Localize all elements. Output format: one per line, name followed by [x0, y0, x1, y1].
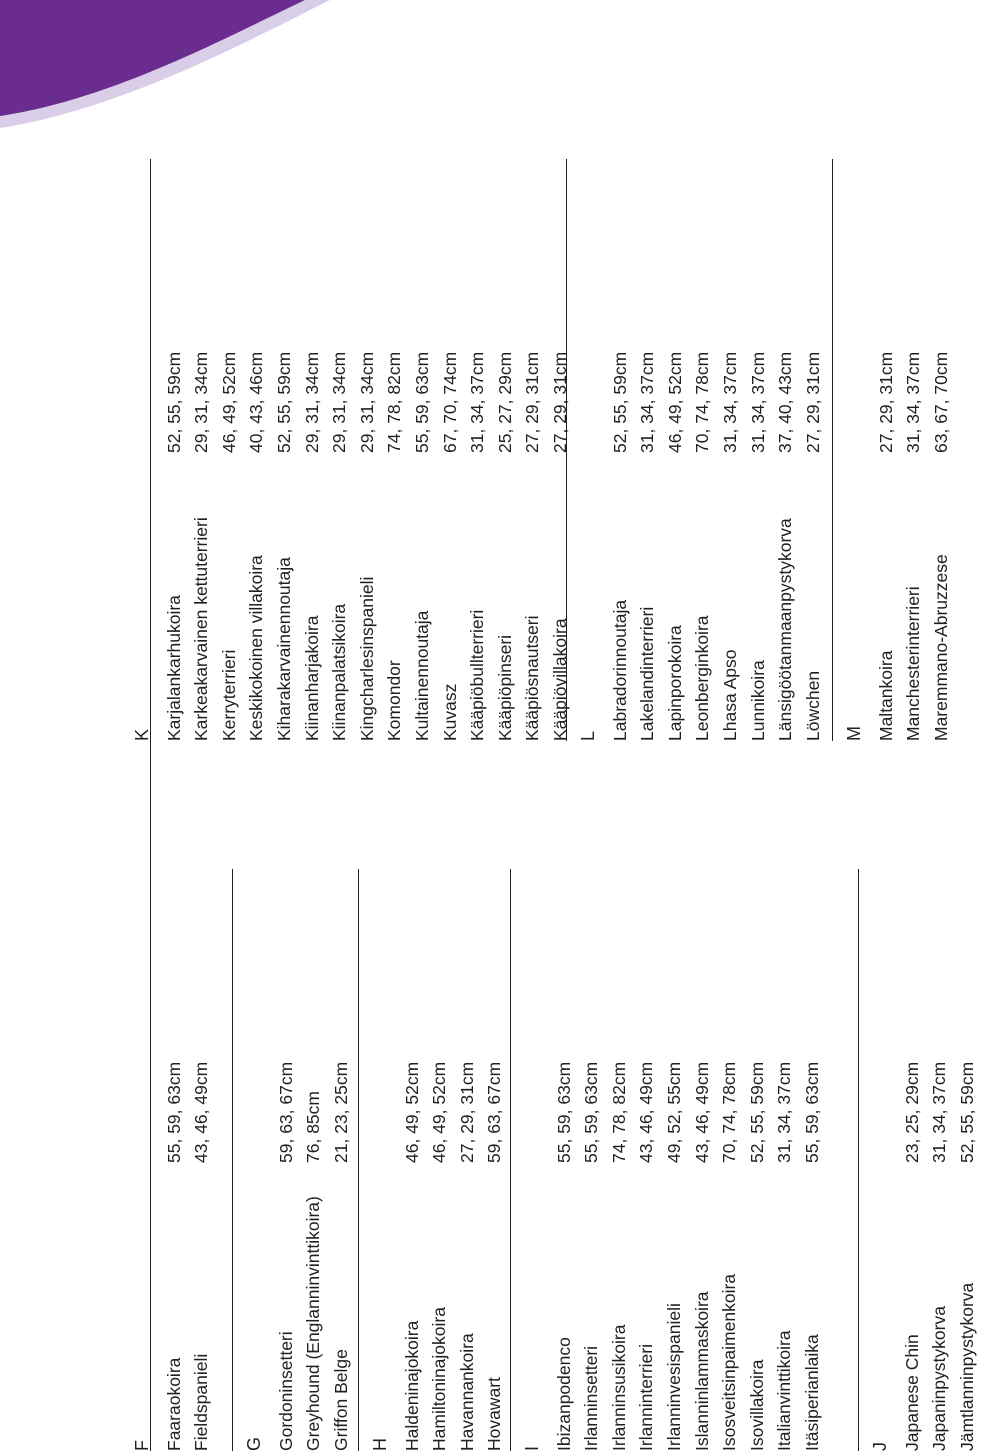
breed-row — [771, 41, 799, 741]
section-letter-text: H — [370, 1438, 390, 1451]
breed-sizes: 74, 78, 82cm — [608, 1061, 629, 1163]
breed-row — [299, 751, 327, 1451]
breed-sizes: 52, 55, 59cm — [609, 351, 630, 453]
breed-name: Griffon Belge — [330, 1349, 351, 1451]
breed-row — [270, 41, 298, 741]
breed-row — [436, 41, 464, 741]
left-column — [0, 751, 977, 1451]
breed-name: Fieldspanieli — [191, 1353, 212, 1451]
breed-row — [743, 751, 771, 1451]
breed-row — [899, 41, 927, 741]
breed-name: Kääpiöpinseri — [494, 634, 515, 741]
breed-name: Hamiltoninajokoira — [429, 1307, 450, 1451]
breed-sizes: 25, 27, 29cm — [494, 351, 515, 453]
breed-sizes: 29, 31, 34cm — [301, 351, 322, 453]
section-letter — [366, 751, 394, 1451]
breed-name: Irlanninvesispanieli — [664, 1303, 684, 1451]
breed-row — [298, 41, 326, 741]
section-letter — [866, 751, 894, 1451]
breed-name: Greyhound (Englanninvinttikoira) — [303, 1196, 324, 1451]
section-letter — [840, 41, 868, 741]
breed-name: Isovillakoira — [746, 1359, 767, 1451]
breed-row — [187, 751, 215, 1451]
breed-sizes: 37, 40, 43cm — [775, 351, 796, 453]
breed-name: Jämtlanninpystykorva — [956, 1282, 977, 1451]
section-letter-text: L — [578, 730, 598, 741]
section-letter-text: G — [244, 1436, 264, 1451]
breed-sizes: 49, 52, 55cm — [664, 1061, 684, 1163]
section-letter — [518, 751, 546, 1451]
breed-sizes: 31, 34, 37cm — [903, 351, 924, 453]
breed-sizes: 52, 55, 59cm — [746, 1061, 767, 1163]
breed-sizes: 27, 29, 31cm — [802, 351, 823, 453]
breed-row — [632, 751, 660, 1451]
breed-name: Kingcharlesinspanieli — [356, 576, 377, 741]
breed-row — [187, 41, 215, 741]
breed-name: Karkeakarvainen kettuterrieri — [191, 517, 212, 741]
breed-sizes: 31, 34, 37cm — [774, 1061, 795, 1163]
breed-sizes: 27, 29, 31cm — [522, 351, 543, 453]
breed-row — [799, 41, 827, 741]
section-rule — [858, 869, 859, 1451]
breed-name: Leonberginkoira — [692, 615, 713, 741]
breed-sizes: 70, 74, 78cm — [719, 1061, 740, 1163]
breed-sizes: 74, 78, 82cm — [384, 351, 405, 453]
right-column — [0, 41, 960, 741]
breed-row — [798, 751, 826, 1451]
breed-sizes: 43, 46, 49cm — [691, 1061, 712, 1163]
breed-row — [425, 751, 453, 1451]
breed-name: Manchesterinterrieri — [903, 586, 924, 741]
breed-name: Kääpiövillakoira — [550, 618, 570, 741]
breed-name: Lapinporokoira — [664, 625, 685, 741]
breed-sizes: 31, 34, 37cm — [747, 351, 768, 453]
breed-sizes: 55, 59, 63cm — [553, 1061, 574, 1163]
breed-sizes: 59, 63, 67cm — [275, 1061, 296, 1163]
breed-name: Irlanninsusikoira — [608, 1324, 629, 1451]
breed-sizes: 21, 23, 25cm — [330, 1061, 351, 1163]
breed-sizes: 29, 31, 34cm — [329, 351, 350, 453]
breed-row — [606, 41, 634, 741]
breed-sizes: 63, 67, 70cm — [930, 351, 951, 453]
breed-row — [398, 751, 426, 1451]
breed-row — [463, 41, 491, 741]
breed-sizes: 76, 85cm — [303, 1091, 324, 1163]
breed-row — [770, 751, 798, 1451]
section-rule — [832, 159, 833, 741]
breed-name: Maltankoira — [875, 650, 896, 741]
breed-sizes: 52, 55, 59cm — [274, 351, 294, 453]
breed-sizes: 31, 34, 37cm — [637, 351, 658, 453]
breed-row — [744, 41, 772, 741]
section-letter — [240, 751, 268, 1451]
breed-sizes: 46, 49, 52cm — [664, 351, 685, 453]
breed-sizes: 46, 49, 52cm — [429, 1061, 450, 1163]
section-letter — [128, 751, 156, 1451]
section-letter-text: I — [522, 1445, 542, 1451]
breed-name: Länsigöötanmaanpystykorva — [775, 518, 796, 741]
breed-row — [215, 41, 243, 741]
breed-sizes: 52, 55, 59cm — [163, 351, 184, 453]
section-rule — [358, 869, 359, 1451]
breed-row — [953, 751, 981, 1451]
breed-sizes: 55, 59, 63cm — [412, 351, 432, 453]
breed-row — [453, 751, 481, 1451]
breed-row — [605, 751, 633, 1451]
breed-name: Kiharakarvainennoutaja — [274, 557, 294, 741]
breed-sizes: 55, 59, 63cm — [802, 1061, 822, 1163]
breed-sizes: 55, 59, 63cm — [163, 1061, 184, 1163]
breed-row — [491, 41, 519, 741]
breed-name: Gordoninsetteri — [275, 1331, 296, 1451]
breed-sizes: 67, 70, 74cm — [439, 351, 460, 453]
breed-row — [272, 751, 300, 1451]
breed-name: Labradorinnoutaja — [609, 599, 630, 741]
breed-name: Löwchen — [802, 670, 823, 741]
breed-name: Kääpiösnautseri — [522, 615, 543, 741]
breed-row — [633, 41, 661, 741]
breed-name: Faaraokoira — [163, 1357, 184, 1451]
breed-row — [480, 751, 508, 1451]
breed-row — [160, 41, 188, 741]
section-letter-text: J — [870, 1442, 890, 1451]
breed-row — [661, 41, 689, 741]
breed-row — [327, 751, 355, 1451]
breed-row — [872, 41, 900, 741]
section-rule — [510, 869, 511, 1451]
breed-row — [325, 41, 353, 741]
breed-row — [660, 751, 688, 1451]
breed-sizes: 27, 29, 31cm — [456, 1061, 477, 1163]
section-letter-text: M — [844, 726, 864, 741]
breed-name: Kiinanpalatsikoira — [329, 603, 350, 741]
breed-name: Italianvinttikoira — [774, 1330, 795, 1451]
breed-row — [688, 751, 716, 1451]
breed-name: Maremmano-Abruzzese — [930, 554, 951, 741]
breed-sizes: 31, 34, 37cm — [720, 351, 740, 453]
breed-sizes: 70, 74, 78cm — [692, 351, 713, 453]
breed-name: Japanese Chin — [901, 1334, 922, 1451]
section-letter — [574, 41, 602, 741]
breed-name: Karjalankarhukoira — [163, 595, 184, 741]
breed-name: Japaninpystykorva — [929, 1306, 950, 1451]
breed-row — [925, 751, 953, 1451]
breed-sizes: 43, 46, 49cm — [191, 1061, 212, 1163]
breed-sizes: 29, 31, 34cm — [356, 351, 377, 453]
breed-name: Komondor — [384, 660, 405, 741]
breed-name: Haldeninajokoira — [401, 1320, 422, 1451]
breed-name: Kiinanharjakoira — [301, 615, 322, 741]
breed-name: Kerryterrieri — [218, 649, 239, 741]
breed-row — [716, 41, 744, 741]
breed-row — [353, 41, 381, 741]
breed-row — [518, 41, 546, 741]
breed-sizes: 59, 63, 67cm — [484, 1061, 505, 1163]
breed-sizes: 46, 49, 52cm — [218, 351, 239, 453]
breed-sizes: 43, 46, 49cm — [636, 1061, 657, 1163]
breed-sizes: 31, 34, 37cm — [467, 351, 488, 453]
section-rule — [232, 869, 233, 1451]
breed-sizes: 52, 55, 59cm — [956, 1061, 977, 1163]
breed-row — [577, 751, 605, 1451]
breed-sizes: 40, 43, 46cm — [246, 351, 267, 453]
breed-name: Kultainennoutaja — [412, 610, 432, 741]
breed-row — [546, 41, 574, 741]
breed-row — [927, 41, 955, 741]
breed-row — [242, 41, 270, 741]
breed-sizes: 27, 29, 31cm — [875, 351, 896, 453]
section-letter-text: F — [132, 1440, 152, 1451]
breed-name: Lunnikoira — [747, 660, 768, 741]
breed-row — [550, 751, 578, 1451]
breed-sizes: 55, 59, 63cm — [581, 1061, 602, 1163]
breed-name: Irlanninsetteri — [581, 1345, 602, 1451]
breed-name: Kääpiöbullterrieri — [467, 609, 488, 741]
breed-name: Itäsiperianlaika — [802, 1334, 822, 1451]
breed-name: Havannankoira — [456, 1333, 477, 1451]
section-letter — [128, 41, 156, 741]
breed-row — [408, 41, 436, 741]
breed-row — [380, 41, 408, 741]
section-rule — [566, 159, 567, 741]
breed-row — [898, 751, 926, 1451]
breed-name: Islanninlammaskoira — [691, 1291, 712, 1451]
breed-sizes: 23, 25, 29cm — [901, 1061, 922, 1163]
breed-name: Kuvasz — [439, 683, 460, 741]
breed-name: Isosveitsinpaimenkoira — [719, 1273, 740, 1451]
breed-name: Keskikokoinen villakoira — [246, 555, 267, 741]
breed-sizes: 46, 49, 52cm — [401, 1061, 422, 1163]
breed-name: Lakelandinterrieri — [637, 606, 658, 741]
breed-sizes: 31, 34, 37cm — [929, 1061, 950, 1163]
breed-row — [160, 751, 188, 1451]
breed-name: Ibizanpodenco — [553, 1337, 574, 1451]
breed-sizes: 29, 31, 34cm — [191, 351, 212, 453]
breed-row — [688, 41, 716, 741]
breed-name: Lhasa Apso — [720, 649, 740, 741]
breed-name: Irlanninterrieri — [636, 1344, 657, 1451]
breed-name: Hovawart — [484, 1377, 505, 1451]
breed-row — [715, 751, 743, 1451]
breed-sizes: 27, 29, 31cm — [550, 351, 570, 453]
section-letter-text: K — [132, 728, 152, 741]
